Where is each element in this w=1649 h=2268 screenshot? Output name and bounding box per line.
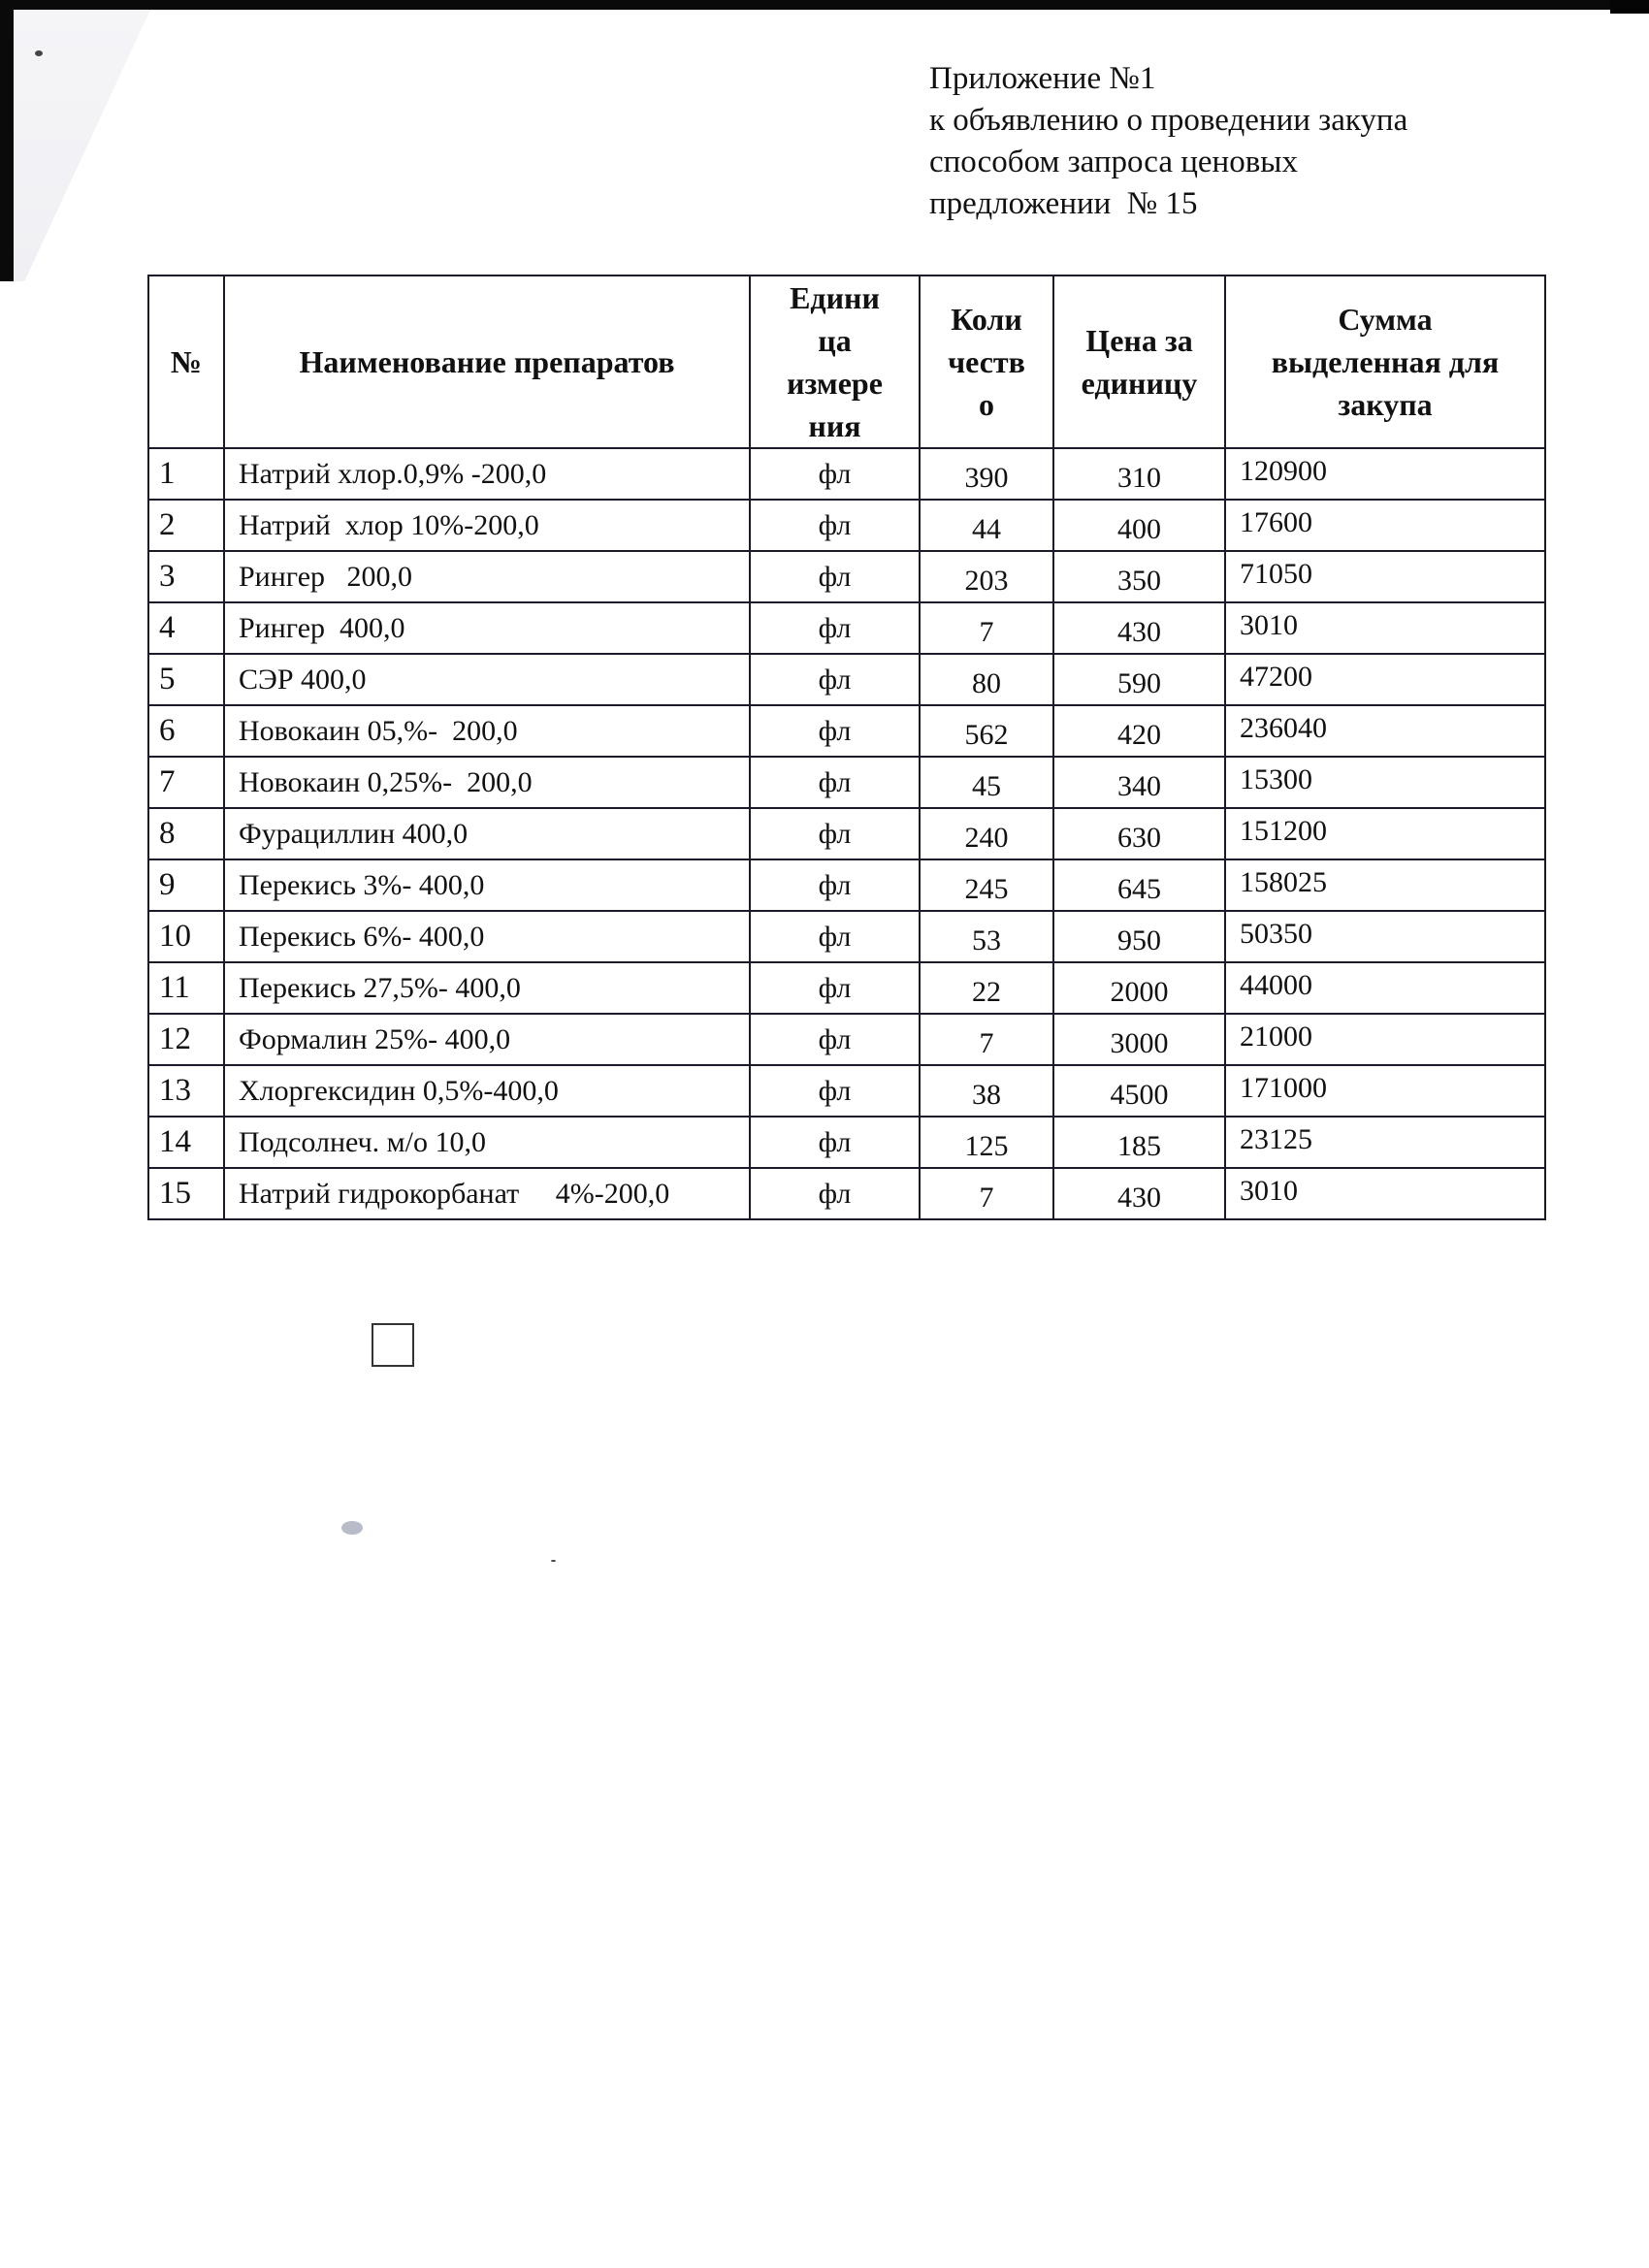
header-qty-line: Коли xyxy=(951,302,1022,337)
scan-edge-top xyxy=(0,0,1649,10)
cell-name: Подсолнеч. м/о 10,0 xyxy=(224,1117,750,1168)
header-no: № xyxy=(148,275,224,448)
cell-sum: 3010 xyxy=(1225,1168,1545,1219)
cell-price: 340 xyxy=(1053,757,1225,808)
cell-price: 645 xyxy=(1053,859,1225,911)
table-row xyxy=(148,602,1545,654)
cell-qty: 240 xyxy=(920,808,1053,859)
cell-name: Перекись 3%- 400,0 xyxy=(224,859,750,911)
table-row xyxy=(148,654,1545,705)
cell-sum: 120900 xyxy=(1225,448,1545,500)
cell-no: 2 xyxy=(148,500,224,551)
cell-name: Хлоргексидин 0,5%-400,0 xyxy=(224,1065,750,1117)
cell-name: Формалин 25%- 400,0 xyxy=(224,1014,750,1065)
cell-sum: 44000 xyxy=(1225,962,1545,1014)
cell-unit: фл xyxy=(750,1117,920,1168)
cell-unit: фл xyxy=(750,962,920,1014)
empty-checkbox xyxy=(372,1323,414,1367)
table-row xyxy=(148,1014,1545,1065)
table-row xyxy=(148,705,1545,757)
cell-no: 8 xyxy=(148,808,224,859)
appendix-line: предложении № 15 xyxy=(929,186,1198,221)
cell-unit: фл xyxy=(750,500,920,551)
table-row xyxy=(148,1168,1545,1219)
header-name: Наименование препаратов xyxy=(224,275,750,448)
cell-sum: 236040 xyxy=(1225,705,1545,757)
items-table xyxy=(147,275,1546,1220)
cell-sum: 17600 xyxy=(1225,500,1545,551)
cell-qty: 7 xyxy=(920,1168,1053,1219)
cell-qty: 22 xyxy=(920,962,1053,1014)
cell-name: Фурациллин 400,0 xyxy=(224,808,750,859)
cell-qty: 125 xyxy=(920,1117,1053,1168)
table-row xyxy=(148,757,1545,808)
cell-price: 350 xyxy=(1053,551,1225,602)
header-unit-line: измере xyxy=(787,366,883,401)
cell-sum: 23125 xyxy=(1225,1117,1545,1168)
cell-sum: 15300 xyxy=(1225,757,1545,808)
table-header-row xyxy=(148,275,1545,448)
cell-no: 15 xyxy=(148,1168,224,1219)
header-unit-line: Едини xyxy=(790,280,880,315)
cell-unit: фл xyxy=(750,1168,920,1219)
cell-no: 9 xyxy=(148,859,224,911)
cell-sum: 171000 xyxy=(1225,1065,1545,1117)
cell-unit: фл xyxy=(750,911,920,962)
cell-no: 7 xyxy=(148,757,224,808)
cell-sum: 21000 xyxy=(1225,1014,1545,1065)
table-row xyxy=(148,962,1545,1014)
scan-speck xyxy=(341,1521,363,1535)
cell-qty: 53 xyxy=(920,911,1053,962)
cell-sum: 47200 xyxy=(1225,654,1545,705)
header-price-line: Цена за xyxy=(1085,323,1193,358)
cell-qty: 390 xyxy=(920,448,1053,500)
cell-no: 10 xyxy=(148,911,224,962)
cell-qty: 38 xyxy=(920,1065,1053,1117)
appendix-line: к объявлению о проведении закупа xyxy=(929,103,1408,138)
cell-sum: 3010 xyxy=(1225,602,1545,654)
scan-speck xyxy=(551,1560,556,1562)
cell-unit: фл xyxy=(750,602,920,654)
cell-unit: фл xyxy=(750,705,920,757)
cell-name: Новокаин 0,25%- 200,0 xyxy=(224,757,750,808)
table-row xyxy=(148,1065,1545,1117)
cell-no: 3 xyxy=(148,551,224,602)
cell-qty: 80 xyxy=(920,654,1053,705)
cell-unit: фл xyxy=(750,448,920,500)
cell-price: 4500 xyxy=(1053,1065,1225,1117)
cell-price: 310 xyxy=(1053,448,1225,500)
cell-unit: фл xyxy=(750,654,920,705)
table-row xyxy=(148,500,1545,551)
header-sum-line: выделенная для xyxy=(1271,344,1500,379)
header-sum-line: закупа xyxy=(1338,387,1433,422)
header-price xyxy=(1053,275,1225,448)
cell-price: 430 xyxy=(1053,1168,1225,1219)
table-row xyxy=(148,808,1545,859)
header-unit-line: ца xyxy=(818,323,852,358)
cell-price: 3000 xyxy=(1053,1014,1225,1065)
header-qty-line: о xyxy=(979,387,994,422)
cell-qty: 45 xyxy=(920,757,1053,808)
cell-no: 1 xyxy=(148,448,224,500)
table-row xyxy=(148,551,1545,602)
cell-unit: фл xyxy=(750,551,920,602)
cell-price: 430 xyxy=(1053,602,1225,654)
cell-unit: фл xyxy=(750,808,920,859)
cell-price: 590 xyxy=(1053,654,1225,705)
cell-no: 4 xyxy=(148,602,224,654)
cell-price: 185 xyxy=(1053,1117,1225,1168)
cell-price: 420 xyxy=(1053,705,1225,757)
header-unit xyxy=(750,275,920,448)
header-price-line: единицу xyxy=(1081,366,1198,401)
cell-name: Перекись 6%- 400,0 xyxy=(224,911,750,962)
cell-price: 2000 xyxy=(1053,962,1225,1014)
cell-sum: 151200 xyxy=(1225,808,1545,859)
header-unit-line: ния xyxy=(808,408,861,443)
cell-qty: 7 xyxy=(920,1014,1053,1065)
cell-name: Натрий хлор.0,9% -200,0 xyxy=(224,448,750,500)
appendix-line: способом запроса ценовых xyxy=(929,145,1298,179)
table-body xyxy=(148,448,1545,1219)
cell-name: Рингер 200,0 xyxy=(224,551,750,602)
cell-qty: 203 xyxy=(920,551,1053,602)
cell-sum: 158025 xyxy=(1225,859,1545,911)
cell-unit: фл xyxy=(750,757,920,808)
cell-no: 13 xyxy=(148,1065,224,1117)
cell-sum: 50350 xyxy=(1225,911,1545,962)
cell-price: 950 xyxy=(1053,911,1225,962)
table-row xyxy=(148,448,1545,500)
cell-name: Натрий хлор 10%-200,0 xyxy=(224,500,750,551)
cell-no: 12 xyxy=(148,1014,224,1065)
cell-qty: 245 xyxy=(920,859,1053,911)
scan-edge-left xyxy=(0,0,14,281)
header-qty-line: честв xyxy=(948,344,1025,379)
cell-unit: фл xyxy=(750,859,920,911)
table-row xyxy=(148,911,1545,962)
header-sum xyxy=(1225,275,1545,448)
appendix-header xyxy=(929,58,1407,225)
cell-price: 630 xyxy=(1053,808,1225,859)
cell-unit: фл xyxy=(750,1065,920,1117)
table-row xyxy=(148,1117,1545,1168)
appendix-line: Приложение №1 xyxy=(929,61,1156,96)
cell-unit: фл xyxy=(750,1014,920,1065)
cell-name: Натрий гидрокорбанат 4%-200,0 xyxy=(224,1168,750,1219)
cell-name: СЭР 400,0 xyxy=(224,654,750,705)
cell-name: Рингер 400,0 xyxy=(224,602,750,654)
scan-edge-top-right xyxy=(1610,0,1649,14)
cell-no: 5 xyxy=(148,654,224,705)
cell-name: Перекись 27,5%- 400,0 xyxy=(224,962,750,1014)
scan-speck xyxy=(35,50,43,56)
cell-no: 6 xyxy=(148,705,224,757)
cell-no: 11 xyxy=(148,962,224,1014)
cell-qty: 7 xyxy=(920,602,1053,654)
cell-sum: 71050 xyxy=(1225,551,1545,602)
table-row xyxy=(148,859,1545,911)
header-sum-line: Сумма xyxy=(1338,302,1433,337)
header-qty xyxy=(920,275,1053,448)
cell-qty: 44 xyxy=(920,500,1053,551)
cell-qty: 562 xyxy=(920,705,1053,757)
cell-name: Новокаин 05,%- 200,0 xyxy=(224,705,750,757)
folded-corner xyxy=(14,10,150,281)
cell-no: 14 xyxy=(148,1117,224,1168)
cell-price: 400 xyxy=(1053,500,1225,551)
